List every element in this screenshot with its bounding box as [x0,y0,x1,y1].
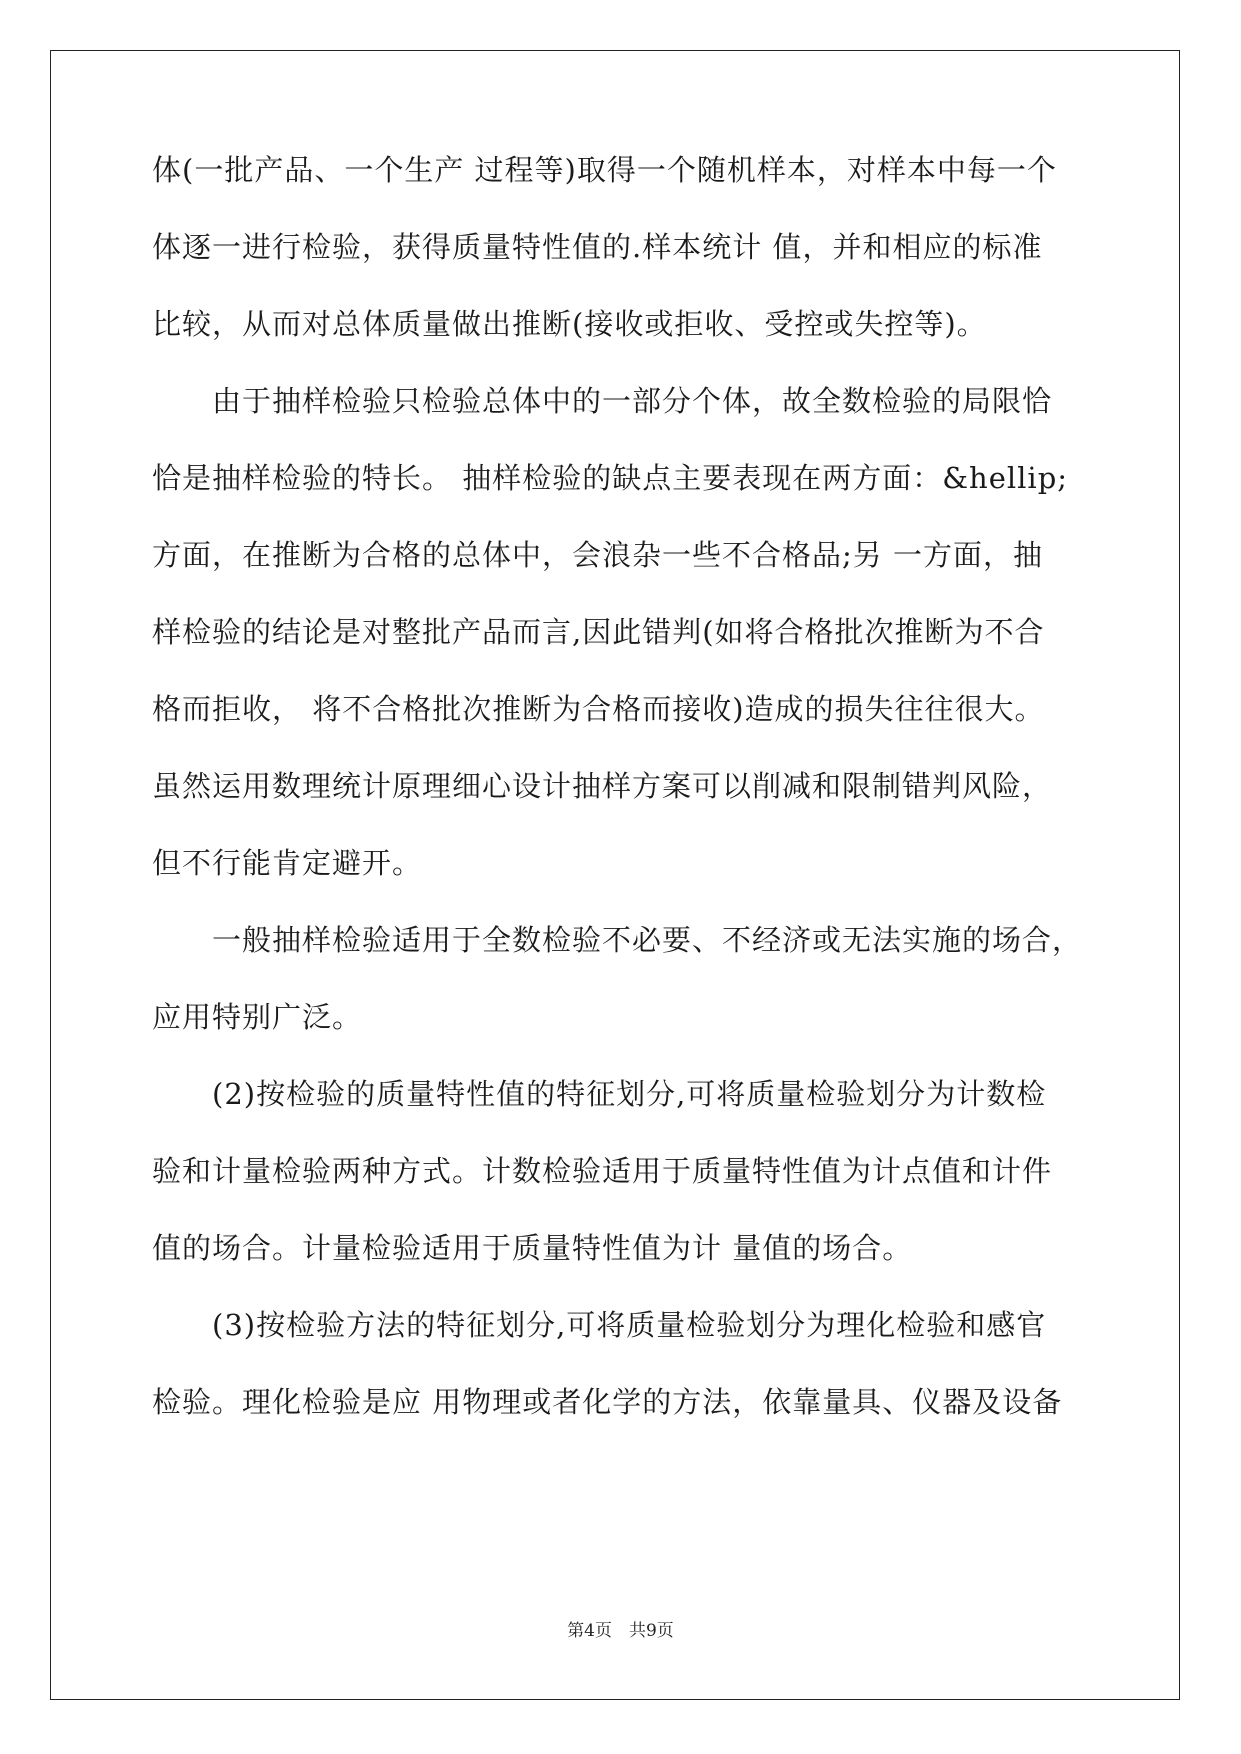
page-number-footer: 第4页 共9页 [567,1621,674,1641]
text-line: 应用特别广泛。 [152,1000,363,1034]
text-line: 验和计量检验两种方式。计数检验适用于质量特性值为计点值和计件 [152,1154,1053,1188]
text-line: 检验。理化检验是应 用物理或者化学的方法，依靠量具、仪器及设备 [152,1385,1063,1419]
text-line: 体(一批产品、一个生产 过程等)取得一个随机样本，对样本中每一个 [152,153,1057,187]
text-line: (2)按检验的质量特性值的特征划分,可将质量检验划分为计数检 [152,1077,1047,1111]
text-line: 由于抽样检验只检验总体中的一部分个体，故全数检验的局限恰 [152,384,1053,418]
text-line: 体逐一进行检验，获得质量特性值的.样本统计 值，并和相应的标准 [152,230,1043,264]
text-line: 比较，从而对总体质量做出推断(接收或拒收、受控或失控等)。 [152,307,987,341]
text-line: 恰是抽样检验的特长。 抽样检验的缺点主要表现在两方面：&hellip; [152,461,1069,495]
text-line: 但不行能肯定避开。 [152,846,423,880]
text-line: (3)按检验方法的特征划分,可将质量检验划分为理化检验和感官 [152,1308,1047,1342]
text-line: 方面，在推断为合格的总体中，会浪杂一些不合格品;另 一方面，抽 [152,538,1043,572]
text-line: 一般抽样检验适用于全数检验不必要、不经济或无法实施的场合， [152,923,1083,957]
text-line: 格而拒收， 将不合格批次推断为合格而接收)造成的损失往往很大。 [152,692,1045,726]
text-line: 样检验的结论是对整批产品而言,因此错判(如将合格批次推断为不合 [152,615,1045,649]
text-line: 虽然运用数理统计原理细心设计抽样方案可以削减和限制错判风险， [152,769,1053,803]
text-line: 值的场合。计量检验适用于质量特性值为计 量值的场合。 [152,1231,913,1265]
